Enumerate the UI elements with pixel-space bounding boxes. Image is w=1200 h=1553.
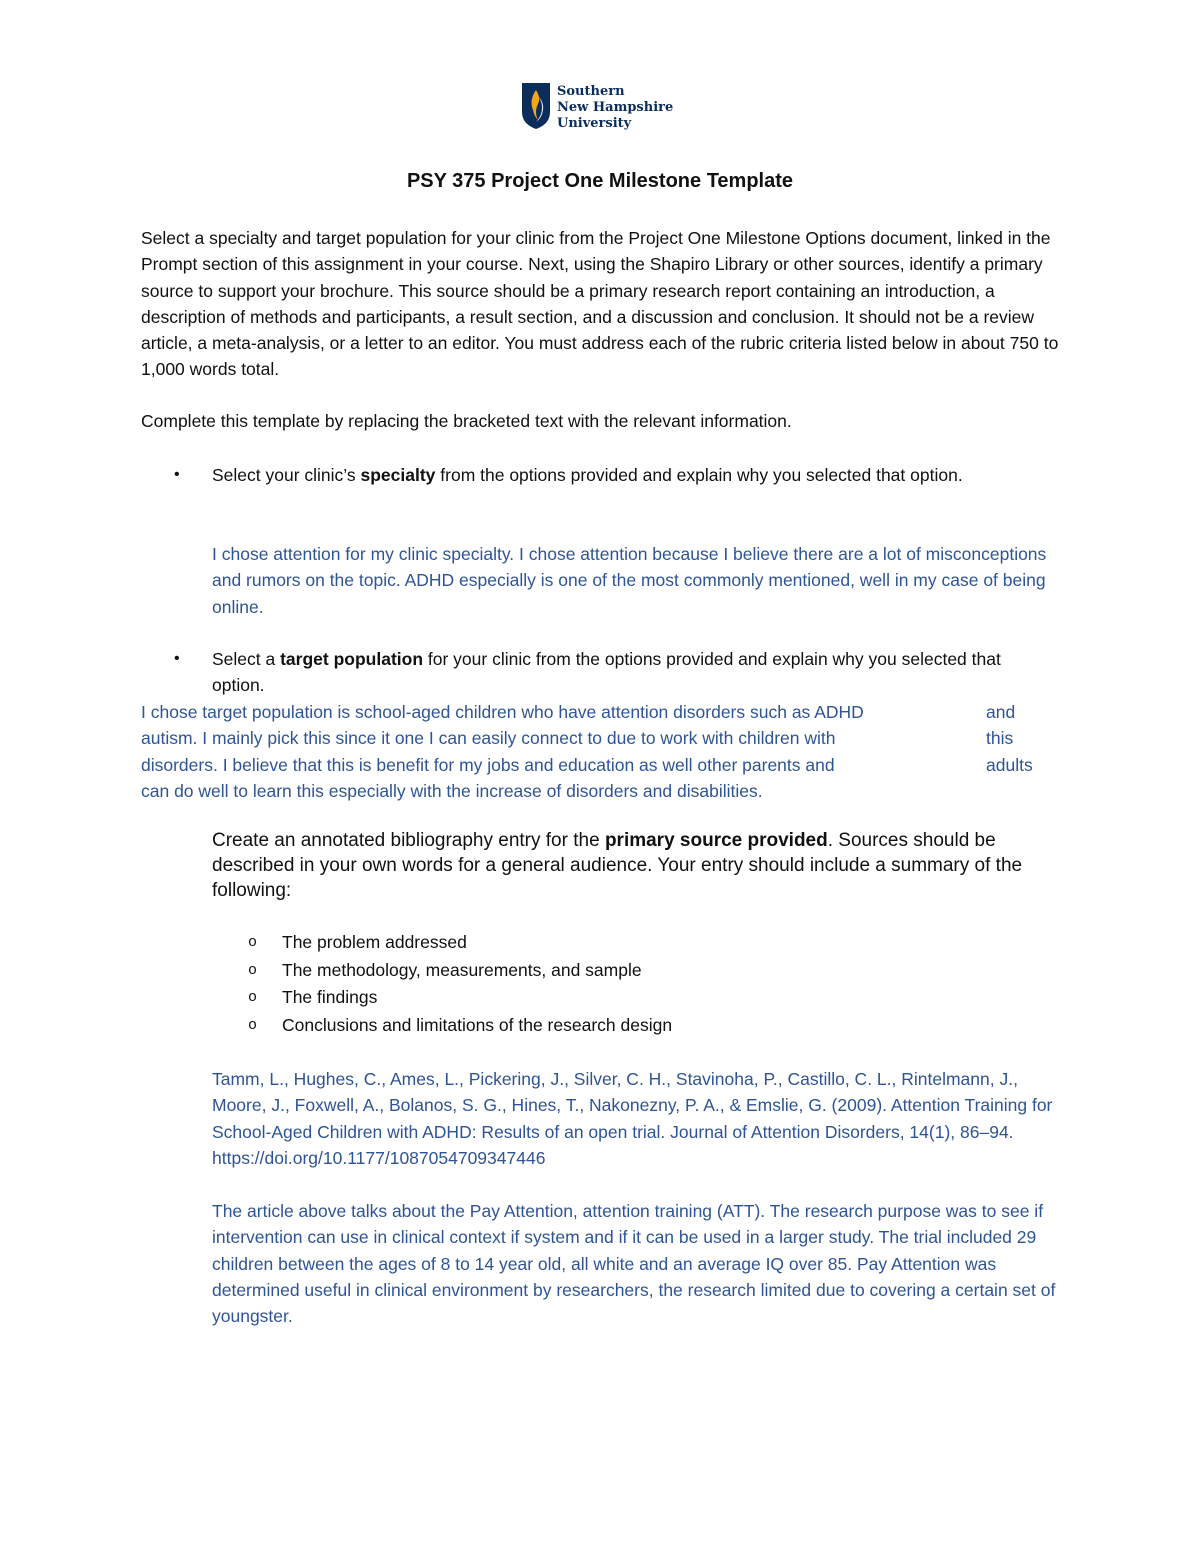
summary-requirements-list: [248, 929, 1048, 1040]
citation: Tamm, L., Hughes, C., Ames, L., Pickering, J., Silver, C. H., Stavinoha, P., Castillo, C. L., Rintelmann, J., Moore, J., Foxwell, A., Bolanos, S. G., Hines, T., Nakonezny, P. A., & Emslie, G. (2009). Attention Training for School-Aged Children with ADHD: Results of an open trial. Journal of Attention Disorders, 14(1), 86–94. https://doi.org/10.1177/1087054709347446: [212, 1069, 1053, 1168]
list-item: [248, 984, 1048, 1012]
document-title: PSY 375 Project One Milestone Template: [406, 170, 794, 192]
specialty-answer: I chose attention for my clinic specialty. I chose attention because I believe there are a lot of misconceptions and rumors on the topic. ADHD especially is one of the most commonly mentioned, well in my case of being online.: [212, 544, 1047, 617]
list-item: [248, 957, 1048, 985]
answer-line-tail: this: [986, 728, 1014, 749]
bullet-marker: •: [174, 466, 180, 483]
list-marker: o: [248, 989, 258, 1007]
list-marker: o: [248, 1017, 258, 1035]
bibliography-prompt: [212, 828, 1032, 903]
bib-prompt-before: Create an annotated bibliography entry for the: [212, 830, 605, 851]
answer-line: [141, 699, 1046, 725]
answer-line-tail: adults: [986, 754, 1033, 775]
bullet-marker: •: [174, 650, 180, 667]
answer-line-text: disorders. I believe that this is benefit for my jobs and education as well other parents and: [141, 754, 835, 775]
target-population-prompt: [212, 646, 1022, 699]
answer-line-tail: [986, 778, 1046, 804]
instruction-paragraph: Complete this template by replacing the bracketed text with the relevant information.: [141, 411, 792, 431]
shield-flame-icon: [521, 82, 551, 130]
university-logo: [521, 82, 691, 134]
specialty-prompt-before: Select your clinic’s: [212, 465, 361, 485]
specialty-prompt: [212, 462, 1022, 488]
bib-prompt-bold: primary source provided: [604, 830, 828, 851]
answer-line: [141, 752, 1046, 778]
target-prompt-bold: target population: [280, 649, 424, 669]
logo-wordmark: [557, 84, 673, 132]
list-item-text: Conclusions and limitations of the research design: [282, 1015, 673, 1036]
answer-line: [141, 725, 1046, 751]
answer-line-text: can do well to learn this especially with the increase of disorders and disabilities.: [141, 780, 763, 801]
article-summary: The article above talks about the Pay Attention, attention training (ATT). The research purpose was to see if intervention can use in clinical context if system and if it can be used in a larger study. The trial included 29 children between the ages of 8 to 14 year old, all white and an average IQ over 85. Pay Attention was determined useful in clinical environment by researchers, the research limited due to covering a certain set of youngster.: [212, 1201, 1056, 1327]
answer-line-tail: and: [986, 702, 1016, 722]
answer-line-text: I chose target population is school-aged children who have attention disorders such as ADHD: [141, 702, 864, 722]
logo-line-2: New Hampshire: [557, 100, 674, 115]
bib-prompt-after: . Sources should be described in your own words for a general audience. Your entry should include a summary of the following:: [212, 830, 1023, 901]
target-population-answer: [141, 699, 1061, 804]
answer-line: [141, 778, 1046, 804]
list-item-text: The problem addressed: [282, 932, 467, 952]
list-item-text: The methodology, measurements, and sample: [282, 959, 642, 980]
specialty-prompt-after: from the options provided and explain why you selected that option.: [435, 465, 963, 485]
logo-line-3: University: [557, 116, 632, 131]
target-prompt-before: Select a: [212, 649, 281, 669]
list-marker: o: [248, 961, 258, 979]
intro-paragraph: Select a specialty and target population for your clinic from the Project One Milestone Options document, linked in the Prompt section of this assignment in your course. Next, using the Shapiro Library or other sources, identify a primary source to support your brochure. This source should be a primary research report containing an introduction, a description of methods and participants, a result section, and a discussion and conclusion. It should not be a review article, a meta-analysis, or a letter to an editor. You must address each of the rubric criteria listed below in about 750 to 1,000 words total.: [141, 228, 1059, 380]
list-item-text: The findings: [282, 987, 378, 1008]
target-prompt-after: for your clinic from the options provided and explain why you selected that option.: [212, 649, 1001, 696]
specialty-prompt-bold: specialty: [360, 465, 436, 485]
list-marker: o: [248, 934, 258, 951]
logo-line-1: Southern: [557, 84, 625, 99]
list-item: [248, 929, 1048, 957]
list-item: [248, 1012, 1048, 1040]
answer-line-text: autism. I mainly pick this since it one I can easily connect to due to work with children with: [141, 728, 836, 749]
